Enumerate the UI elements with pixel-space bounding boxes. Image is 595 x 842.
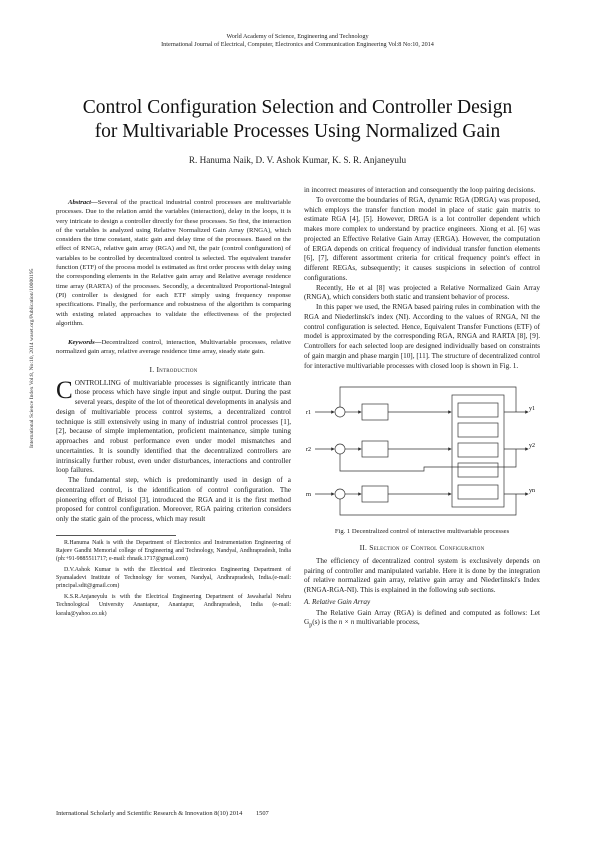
paper-title	[20, 96, 575, 144]
summing-junction-1	[335, 407, 345, 417]
controller-block-n	[362, 486, 388, 502]
intro-paragraph-1-text: of multivariable processes is significantly intricate than those process which have single input and single output. During the past several years, despite of the lot of theoretical developments in analysis and design of multivariable process control systems, a decentralized control technique is still extensively using in many of industrial control processes [1], [2], because of simple implementation, proficient maintenance, simple tuning approaches and robust performance even under model mismatches and uncertainties. It is soundly identified that the decentralized controllers are intrinsically further robust, even under disturbances, interactions and controller loop failures.	[56, 378, 291, 475]
abstract-label: Abstract	[68, 199, 92, 206]
paragraph-efficiency: The efficiency of decentralized control system is exclusively depends on pairing of controller and manipulated variable. Here it is done by the integration of relative normalized gain array, relative gain array and Niederlinski's Index (RNGA-RGA-NI). This is explained in the following sub sections.	[304, 556, 540, 594]
footnote-rule	[56, 535, 176, 536]
abstract-text: Several of the practical industrial control processes are multivariable processes. Due to the relation amid the variables (interaction), delay in the loops, it is very intricate to design a controller directly for these processes. So first, the interaction of the variables is analyzed using Relative Normalized Gain Array (RNGA), which considers the time constant, static gain and delay time of the processes. Based on the effect of RNGA, relative gain array (RGA) and NI, the pair (control configuration) of variables to be controlled by decentralized control is selected. The equivalent transfer function (ETF) of the process model is estimated as first order process with delay using the corresponding elements in the Relative gain array and Relative average residence time array (RARTA) of the processes. Secondly, a decentralized Proportional-Integral (PI) controller is designed for each ETF simply using frequency response specifications. Finally, the performance and robustness of the algorithm is comparing with existing related approaches to validate the effectiveness of the projected algorithm.	[56, 199, 291, 327]
input-r1-label: r1	[306, 410, 311, 417]
output-y2-label: y2	[529, 443, 535, 450]
input-rn-label: rn	[306, 492, 311, 499]
figure-1-block-diagram	[304, 375, 540, 525]
paragraph-method: In this paper we used, the RNGA based pairing rules in combination with the RGA and Niederlinski's index (NI). According to the values of RNGA, NI the control configuration is selected. Hence, Equivalent Transfer Functions (ETF) of model is approximated by the corresponding RGA, RNGA and RARTA [8], [9]. Controllers for each selected loop are designed individually based on constraints of gain margin and phase margin [10], [11]. The structure of decentralized control for interactive multivariable processes with closed loop is shown in Fig. 1.	[304, 303, 540, 370]
section-heading-selection: II. Selection of Control Configuration	[359, 543, 485, 552]
abstract: Abstract—Several of the practical industrial control processes are multivariable processes. Due to the relation amid the variables (interaction), delay in the loops, it is very intricate to design a controller directly for these processes. So first, the interaction of the variables is analyzed using Relative Normalized Gain Array (RNGA), which considers the time constant, static gain and delay time of the processes. Based on the effect of RNGA, relative gain array (RGA) and NI, the pair (control configuration) of variables to be controlled by decentralized control is selected. The equivalent transfer function (ETF) of the process model is estimated as first order process with delay using the corresponding elements in the Relative gain array and Relative average residence time array (RARTA) of the processes. Secondly, a decentralized Proportional-Integral (PI) controller is designed for each ETF simply using frequency response specifications. Finally, the performance and robustness of the algorithm is comparing with existing related approaches to validate the effectiveness of the projected algorithm.	[56, 199, 291, 327]
keywords-label: Keywords	[68, 339, 95, 347]
figure-1-caption: Fig. 1 Decentralized control of interactive multivariable processes	[334, 528, 510, 536]
paragraph-rga-definition: The Relative Gain Array (RGA) is defined and computed as follows: Let $G_p(s)$ is the n × n multivariable process,	[304, 608, 540, 629]
keywords-text: Decentralized control, interaction, Multivariable processes, relative normalized gain array, relative average residence time array, steady state gain.	[56, 339, 291, 356]
input-r2-label: r2	[306, 447, 311, 454]
paragraph-rnga: Recently, He et al [8] was projected a Relative Normalized Gain Array (RNGA), which considers both static and transient behavior of process.	[304, 283, 540, 302]
summing-junction-n	[335, 489, 345, 499]
intro-paragraph-1	[56, 376, 291, 477]
page-footer	[56, 810, 269, 817]
paragraph-drga: To overcome the boundaries of RGA, dynamic RGA (DRGA) was proposed, which employs the transfer function model in place of static gain matrix to estimate RGA [4], [5]. However, DRGA is a lot controller dependent which makes more complex to understand by practice engineers. Xiong et al. [6] was projected an Effective Relative Gain Array (ERGA). However, the computation of ERGA depends on critical frequency of individual transfer function elements [6], [7], different assortment criteria for critical frequency point's effect in different REGAs, subsequently; it causes suspicions in selection of control configurations.	[304, 195, 540, 282]
right-column	[304, 186, 540, 631]
author-list: R. Hanuma Naik, D. V. Ashok Kumar, K. S. R. Anjaneyulu	[188, 155, 407, 165]
controller-block-1	[362, 404, 388, 420]
paragraph-continuation: in incorrect measures of interaction and consequently the loop pairing decisions.	[304, 186, 536, 194]
journal-header	[0, 33, 595, 49]
subsection-heading-rga: A. Relative Gain Array	[304, 597, 371, 606]
summing-junction-2	[335, 444, 345, 454]
title-line-2: for Multivariable Processes Using Normalized Gain	[94, 121, 501, 142]
header-line-1: World Academy of Science, Engineering and Technology	[226, 33, 369, 40]
keywords: Keywords—Decentralized control, interaction, Multivariable processes, relative normalized gain array, relative average residence time array, steady state gain.	[56, 339, 291, 356]
process-block	[452, 395, 504, 507]
left-column	[56, 198, 291, 618]
header-line-2: International Journal of Electrical, Computer, Electronics and Communication Engineering Vol:8 No:10, 2014	[161, 41, 434, 48]
page-number: 1507	[255, 810, 269, 817]
intro-first-word: ONTROLLING	[74, 378, 121, 387]
controller-block-2	[362, 441, 388, 457]
output-yn-label: yn	[529, 488, 535, 495]
footnote-author-3: K.S.R.Anjaneyulu is with the Electrical Engineering Department of Jawaharlal Nehru Technological University Anantapur, Anantapur, Andhrapradesh, India (e-mail: ksralu@yahoo.co.uk)	[56, 594, 291, 617]
index-sidebar-text: International Science Index Vol:8, No:10, 2014 waset.org/Publication/10000195	[29, 268, 35, 448]
math-n-by-n: n × n	[338, 618, 355, 627]
drop-cap: C	[56, 376, 73, 404]
footer-journal: International Scholarly and Scientific Research & Innovation 8(10) 2014	[56, 810, 243, 817]
footnote-author-2: D.V.Ashok Kumar is with the Electrical and Electronics Engineering Department of Syamaladevi Institute of Technology for women, Nandyal, Andhrapradesh, India.(e-mail: principal.sdit@gmail.com)	[56, 567, 291, 590]
title-line-1: Control Configuration Selection and Controller Design	[82, 97, 513, 118]
section-heading-introduction: I. Introduction	[149, 364, 198, 374]
intro-paragraph-2: The fundamental step, which is predominantly used in design of a decentralized control, is the identification of control configuration. The pioneering effort of Bristol [3], introduced the RGA and it is the first method proposed for control configuration. Moreover, RGA pairing criterion considers only the static gain of the process, which may result	[56, 476, 291, 523]
footnote-author-1: R.Hanuma Naik is with the Department of Electronics and Instrumentation Engineering of Rajeev Gandhi Memorial college of Engineering and Technology, Nandyal, Andhrapradesh, India (ph:+91-9885511717; e-mail: rhnaik.1717@gmail.com)	[56, 539, 291, 562]
output-y1-label: y1	[529, 406, 535, 413]
